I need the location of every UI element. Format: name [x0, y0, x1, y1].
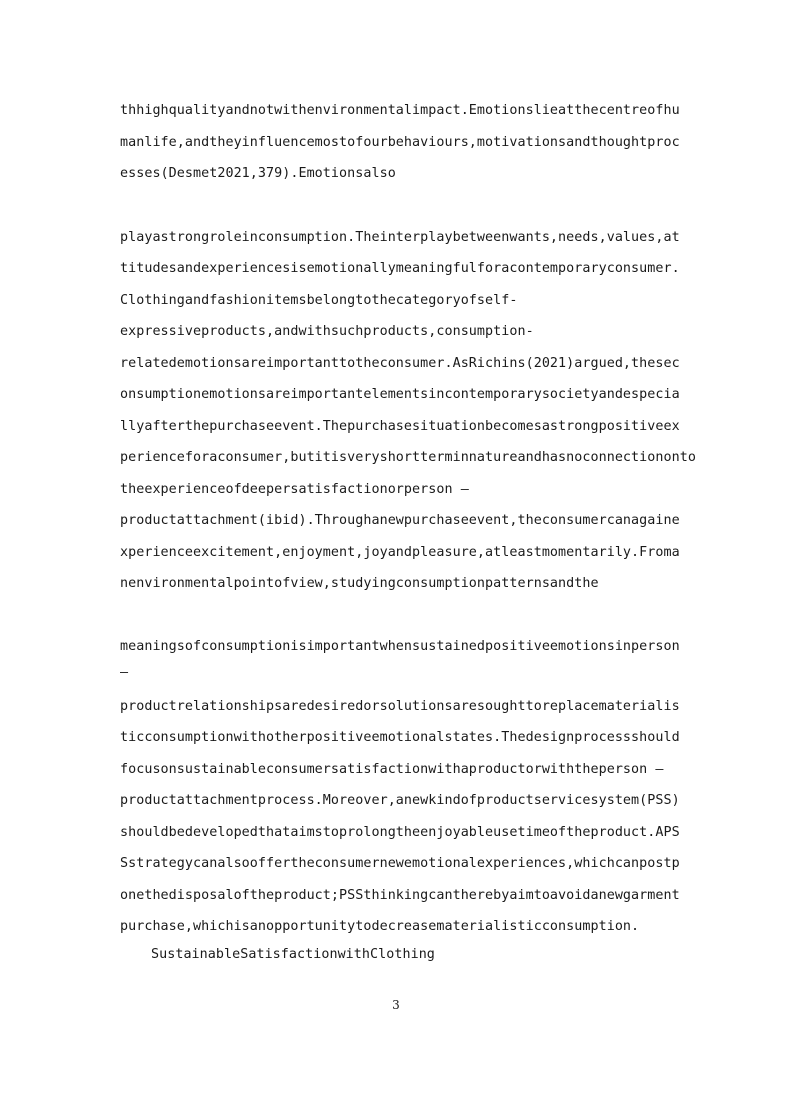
text-line: productrelationshipsaredesiredorsolutionsaresoughttoreplacematerialis — [120, 699, 680, 714]
text-line: thhighqualityandnotwithenvironmentalimpact.Emotionslieatthecentreofhu — [120, 103, 680, 118]
text-line: ticconsumptionwithotherpositiveemotionalstates.Thedesignprocessshould — [120, 730, 680, 745]
text-line: xperienceexcitement,enjoyment,joyandpleasure,atleastmomentarily.Froma — [120, 545, 680, 560]
text-line: meaningsofconsumptionisimportantwhensustainedpositiveemotionsinperson — [120, 639, 680, 654]
text-line: expressiveproducts,andwithsuchproducts,consumption- — [120, 324, 534, 339]
text-line: productattachment(ibid).Throughanewpurchaseevent,theconsumercanagaine — [120, 513, 680, 528]
text-line: esses(Desmet2021,379).Emotionsalso — [120, 166, 396, 181]
text-line: Clothingandfashionitemsbelongtothecategoryofself- — [120, 293, 518, 308]
page-number: 3 — [392, 998, 400, 1012]
text-line: titudesandexperiencesisemotionallymeaningfulforacontemporaryconsumer. — [120, 261, 680, 276]
text-line: onethedisposaloftheproduct;PSSthinkingcantherebyaimtoavoidanewgarment — [120, 888, 680, 903]
section-heading: SustainableSatisfactionwithClothing — [151, 947, 435, 962]
text-line: purchase,whichisanopportunitytodecreasematerialisticconsumption. — [120, 919, 640, 934]
text-line: relatedemotionsareimportanttotheconsumer.AsRichins(2021)argued,thesec — [120, 356, 680, 371]
text-line: manlife,andtheyinfluencemostofourbehaviours,motivationsandthoughtproc — [120, 135, 680, 150]
text-line: theexperienceofdeepersatisfactionorperson – — [120, 482, 469, 497]
text-line: llyafterthepurchaseevent.Thepurchasesituationbecomesastrongpositiveex — [120, 419, 680, 434]
text-line: onsumptionemotionsareimportantelementsincontemporarysocietyandespecia — [120, 387, 680, 402]
text-line: perienceforaconsumer,butitisveryshortterminnatureandhasnoconnectiononto — [120, 450, 696, 465]
text-line: productattachmentprocess.Moreover,anewkindofproductservicesystem(PSS) — [120, 793, 680, 808]
text-line: nenvironmentalpointofview,studyingconsumptionpatternsandthe — [120, 576, 599, 591]
text-line: – — [120, 665, 129, 680]
text-line: playastrongroleinconsumption.Theinterplaybetweenwants,needs,values,at — [120, 230, 680, 245]
text-line: shouldbedevelopedthataimstoprolongtheenjoyableusetimeoftheproduct.APS — [120, 825, 680, 840]
text-line: Sstrategycanalsooffertheconsumernewemotionalexperiences,whichcanpostp — [120, 856, 680, 871]
text-line: focusonsustainableconsumersatisfactionwithaproductorwiththeperson – — [120, 762, 664, 777]
